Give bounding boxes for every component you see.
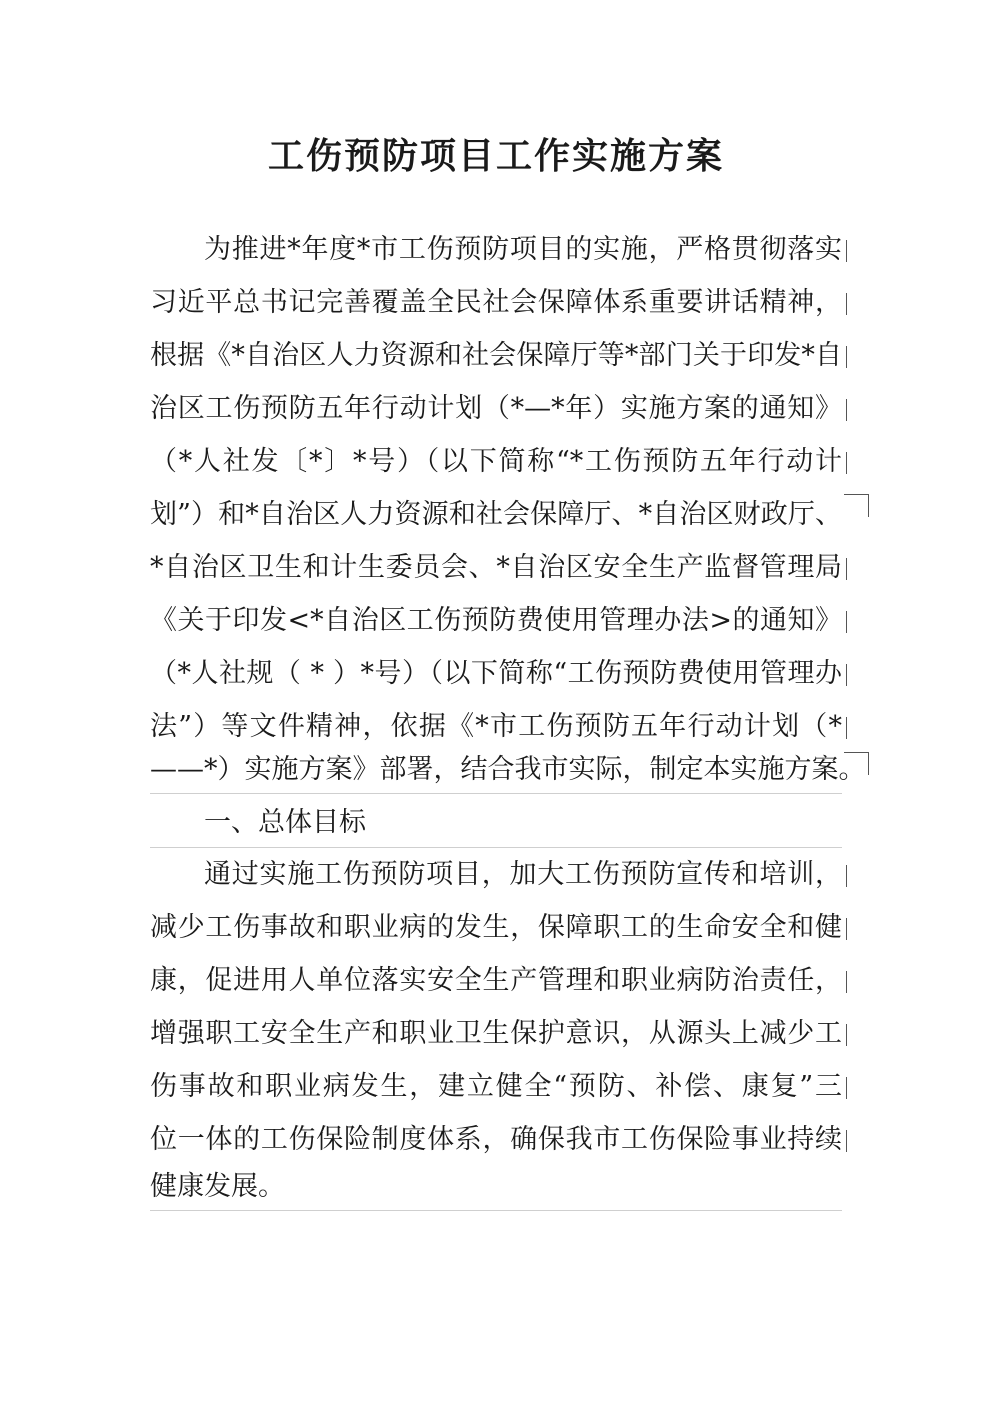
paragraph-line: 伤事故和职业病发生，建立健全“预防、补偿、康复”三 bbox=[150, 1071, 842, 1102]
paragraph-line: 法”）等文件精神，依据《*市工伤预防五年行动计划（* bbox=[150, 711, 842, 742]
line-end-mark bbox=[846, 611, 847, 633]
paragraph-line: 治区工伤预防五年行动计划（*—*年）实施方案的通知》 bbox=[150, 393, 842, 424]
document-title: 工伤预防项目工作实施方案 bbox=[267, 136, 724, 177]
paragraph-line: 《关于印发<*自治区工伤预防费使用管理办法>的通知》 bbox=[150, 605, 842, 636]
paragraph-line: 减少工伤事故和职业病的发生，保障职工的生命安全和健 bbox=[150, 912, 842, 943]
paragraph-line: *自治区卫生和计生委员会、*自治区安全生产监督管理局 bbox=[150, 552, 842, 583]
line-end-corner-mark bbox=[844, 752, 869, 775]
paragraph-line: 位一体的工伤保险制度体系，确保我市工伤保险事业持续 bbox=[150, 1124, 842, 1155]
paragraph-line: ——*）实施方案》部署，结合我市实际，制定本实施方案。 bbox=[150, 754, 866, 785]
paragraph-line: 通过实施工伤预防项目，加大工伤预防宣传和培训， bbox=[204, 859, 842, 890]
line-end-mark bbox=[846, 1130, 847, 1152]
line-end-mark bbox=[846, 558, 847, 580]
paragraph-divider bbox=[150, 1210, 842, 1211]
paragraph-line: 增强职工安全生产和职业卫生保护意识，从源头上减少工 bbox=[150, 1018, 842, 1049]
paragraph-line: 为推进*年度*市工伤预防项目的实施，严格贯彻落实 bbox=[204, 234, 842, 265]
paragraph-line: （*人社规（ * ）*号）（以下简称“工伤预防费使用管理办 bbox=[150, 658, 842, 689]
line-end-mark bbox=[846, 865, 847, 887]
paragraph-line: 习近平总书记完善覆盖全民社会保障体系重要讲话精神， bbox=[150, 287, 842, 318]
paragraph-line: 健康发展。 bbox=[150, 1171, 285, 1202]
line-end-mark bbox=[846, 452, 847, 474]
line-end-mark bbox=[846, 346, 847, 368]
paragraph-line: 划”）和*自治区人力资源和社会保障厅、*自治区财政厅、 bbox=[150, 499, 842, 530]
line-end-mark bbox=[846, 1024, 847, 1046]
paragraph-divider bbox=[150, 793, 842, 794]
paragraph-divider bbox=[150, 847, 842, 848]
line-end-mark bbox=[846, 1077, 847, 1099]
paragraph-line: 根据《*自治区人力资源和社会保障厅等*部门关于印发*自 bbox=[150, 340, 842, 371]
section-heading: 一、总体目标 bbox=[204, 807, 366, 838]
paragraph-line: （*人社发〔*〕*号）（以下简称“*工伤预防五年行动计 bbox=[150, 446, 842, 477]
line-end-mark bbox=[846, 717, 847, 739]
line-end-mark bbox=[846, 971, 847, 993]
line-end-mark bbox=[846, 918, 847, 940]
line-end-mark bbox=[846, 399, 847, 421]
line-end-mark bbox=[846, 664, 847, 686]
line-end-mark bbox=[846, 240, 847, 262]
line-end-corner-mark bbox=[844, 494, 869, 517]
paragraph-line: 康，促进用人单位落实安全生产管理和职业病防治责任， bbox=[150, 965, 842, 996]
line-end-mark bbox=[846, 293, 847, 315]
